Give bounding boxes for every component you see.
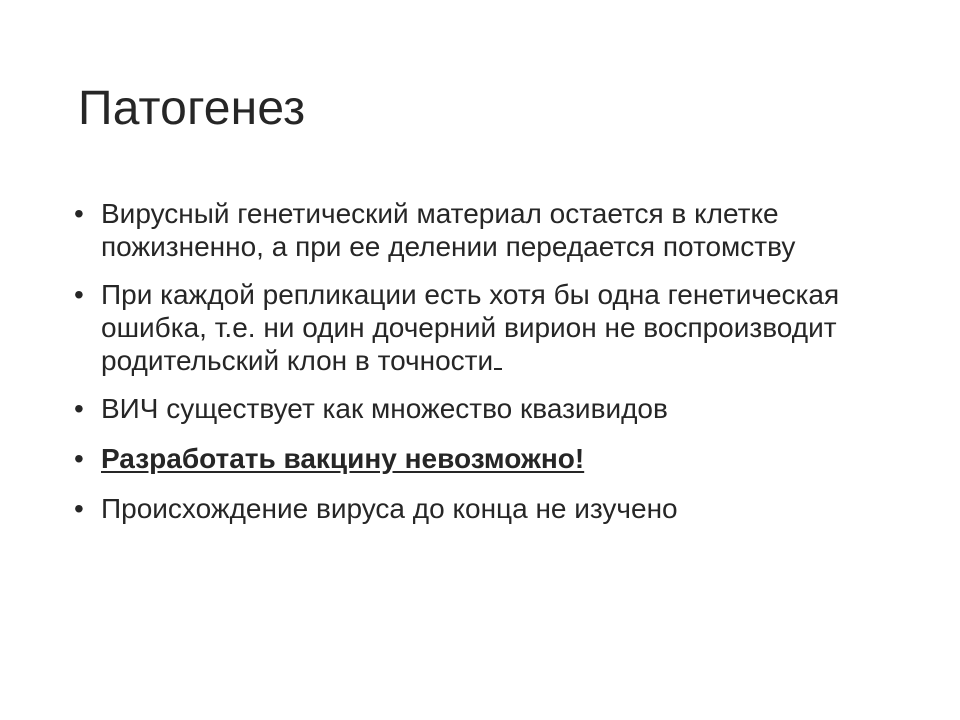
bullet-item [74, 196, 854, 263]
bullet-item [74, 491, 854, 527]
bullet-text: Происхождение вируса до конца не изучено [101, 493, 678, 524]
bullet-item [74, 391, 854, 427]
bullet-text: ВИЧ существует как множество квазивидов [101, 393, 668, 424]
slide-title: Патогенез [78, 82, 306, 135]
bullet-dot-icon: • [74, 198, 84, 229]
bullet-text: При каждой репликации есть хотя бы одна генетическая ошибка, т.е. ни один дочерний вирион не воспроизводит родительский клон в точности [101, 279, 840, 376]
bullet-dot-icon: • [74, 393, 84, 424]
underlined-space [494, 346, 502, 370]
bullet-item [74, 277, 854, 377]
bullet-dot-icon: • [74, 493, 84, 524]
bullet-dot-icon: • [74, 279, 84, 310]
bullet-item [74, 441, 854, 477]
bullet-list [74, 196, 854, 541]
bullet-dot-icon: • [74, 443, 84, 474]
bullet-text-emphasis: Разработать вакцину невозможно! [101, 443, 585, 474]
bullet-text: Вирусный генетический материал остается в клетке пожизненно, а при ее делении передается потомству [101, 198, 796, 262]
bullet-text-wrapper [101, 277, 854, 377]
